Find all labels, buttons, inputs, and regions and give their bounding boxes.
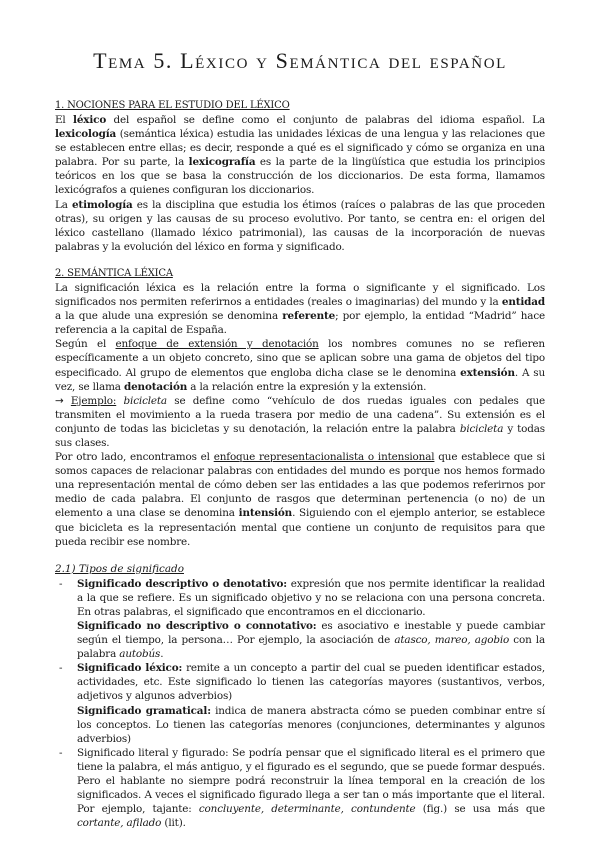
section-2-example: → Ejemplo: bicicleta se define como “vehículo de dos ruedas iguales con pedales que transmiten el movimiento a la rueda trasera por medio de una cadena”. Su extensión es el conjunto de todas las bicicletas y su denotación, la relación entre la palabra bicicleta y todas sus clases. [55, 394, 545, 449]
list-item: Significado no descriptivo o connotativo: es asociativo e inestable y puede cambiar según el tiempo, la persona… Por ejemplo, la asociación de atasco, mareo, agobio con la palabra autobús. [77, 620, 545, 661]
section-2-paragraph-1: La significación léxica es la relación entre la forma o significante y el significado. Los significados nos permiten referirnos a entidades (reales o imaginarias) del mundo y la entidad a la que alude una expresión se denomina referente; por ejemplo, la entidad “Madrid” hace referencia a la capital de España. [55, 281, 545, 337]
page-title: Tema 5. Léxico y Semántica del español [93, 48, 507, 73]
section-2-heading: 2. SEMÁNTICA LÉXICA [55, 267, 173, 279]
arrow-icon: → [55, 394, 71, 407]
list-item: - Significado descriptivo o denotativo: expresión que nos permite identificar la realidad a la que se refiere. Es un significado objetivo y no se relaciona con una persona concreta. En otras palabras, el significado que encontramos en el diccionario. [59, 577, 545, 618]
section-1-paragraph-2: La etimología es la disciplina que estudia los étimos (raíces o palabras de las que proceden otras), su origen y las causas de su proceso evolutivo. Por tanto, se centra en: el origen del léxico castellano (llamado léxico patrimonial), las causas de la incorporación de nuevas palabras y la evolución del léxico en forma y significado. [55, 198, 545, 253]
section-1-paragraph-1: El léxico del español se define como el conjunto de palabras del idioma español. La lexicología (semántica léxica) estudia las unidades léxicas de una lengua y las relaciones que se establecen entre ellas; es decir, responde a qué es el significado y cómo se organiza en una palabra. Por su parte, la lexicografía es la parte de la lingüística que estudia los principios teóricos en los que se basa la construcción de los diccionarios. De esta forma, llamamos lexicógrafos a quienes configuran los diccionarios. [55, 114, 545, 197]
subsection-2-1-heading: 2.1) Tipos de significado [55, 562, 184, 575]
section-2-paragraph-2: Según el enfoque de extensión y denotación los nombres comunes no se refieren específicamente a un objeto concreto, sino que se aplican sobre una gama de objetos del tipo especificado. Al grupo de elementos que engloba dicha clase se le denomina extensión. A su vez, se llama denotación a la relación entre la expresión y la extensión. [55, 338, 545, 393]
section-1-heading: 1. NOCIONES PARA EL ESTUDIO DEL LÉXICO [55, 100, 290, 111]
section-2-paragraph-3: Por otro lado, encontramos el enfoque representacionalista o intensional que establece que si somos capaces de relacionar palabras con entidades del mundo es porque nos hemos formado una representación mental de cómo deben ser las entidades a las que podemos referirnos por medio de cada palabra. El conjunto de rasgos que determinan pertenencia (o no) de un elemento a una clase se denomina intensión. Siguiendo con el ejemplo anterior, se establece que bicicleta es la representación mental que contiene un conjunto de requisitos para que pueda recibir ese nombre. [55, 451, 545, 548]
document-page [55, 48, 545, 830]
list-item: - Significado léxico: remite a un concepto a partir del cual se pueden identificar estados, actividades, etc. Este significado lo tienen las categorías mayores (sustantivos, verbos, adjetivos y algunos adverbios) [59, 662, 546, 703]
list-item: - Significado literal y figurado: Se podría pensar que el significado literal es el primero que tiene la palabra, el más antiguo, y el figurado es el segundo, que se puede formar después. Pero el hablante no siempre podrá reconstruir la línea temporal en la creación de los significados. A veces el significado figurado llega a ser tan o más importante que el literal. Por ejemplo, tajante: concluyente, determinante, contundente (fig.) se usa más que cortante, afilado (lit). [59, 746, 545, 830]
list-item: Significado gramatical: indica de manera abstracta cómo se pueden combinar entre sí los conceptos. Lo tienen las categorías menores (conjunciones, determinantes y algunos adverbios) [77, 704, 545, 745]
meaning-types-list [55, 577, 545, 831]
